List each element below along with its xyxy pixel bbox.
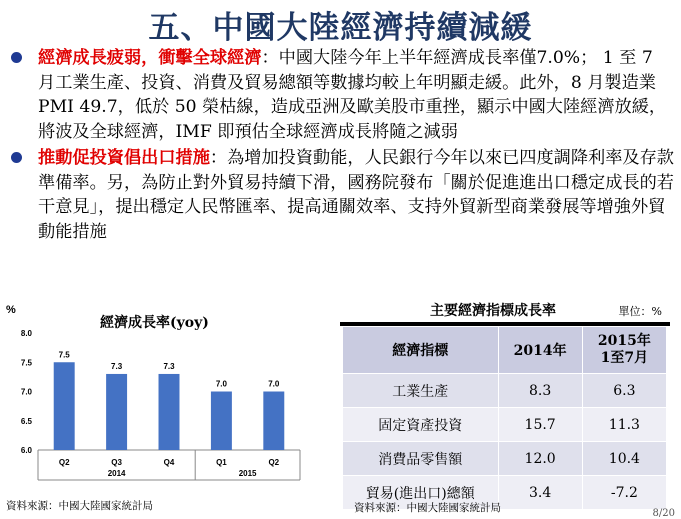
row-value-2015: 10.4 bbox=[582, 442, 666, 476]
bar-value-label: 7.3 bbox=[111, 361, 123, 371]
bar bbox=[106, 374, 127, 450]
header-2015: 2015年 1至7月 bbox=[582, 327, 666, 374]
bullet-text: ：為增加投資動能，人民銀行今年以來已四度調降利率及存款準備率。另，為防止對外貿易持續下滑，國務院發布「關於促進進出口穩定成長的若干意見」，提出穩定人民幣匯率、提高通關效率、支持外貿新型商業發展等增強外貿動能措施 bbox=[38, 148, 674, 242]
bar bbox=[263, 392, 284, 451]
bar bbox=[159, 374, 180, 450]
row-value-2015: 11.3 bbox=[582, 408, 666, 442]
table-header-row bbox=[343, 327, 667, 374]
slide-title: 五、中國大陸經濟持續減緩 bbox=[148, 10, 533, 46]
bar-value-label: 7.3 bbox=[163, 361, 175, 371]
bar-value-label: 7.0 bbox=[215, 379, 227, 389]
bullet-dot-icon bbox=[11, 152, 22, 163]
bullet-dot-icon bbox=[11, 52, 22, 63]
table-row bbox=[343, 442, 667, 476]
table-row bbox=[343, 374, 667, 408]
x-tick-label: Q2 bbox=[58, 458, 70, 467]
header-indicator: 經濟指標 bbox=[343, 327, 499, 374]
chart-source: 資料來源：中國大陸國家統計局 bbox=[6, 500, 153, 512]
y-tick-label: 7.0 bbox=[20, 387, 32, 397]
bullet-economic-growth bbox=[6, 46, 674, 144]
row-label: 貿易(進出口)總額 bbox=[343, 476, 499, 510]
x-group-label: 2014 bbox=[107, 469, 126, 478]
indicator-table-panel bbox=[340, 300, 670, 510]
bar bbox=[211, 392, 232, 451]
table-unit: 單位：% bbox=[618, 305, 662, 318]
page-number: 8/20 bbox=[652, 508, 675, 519]
row-label: 固定資產投資 bbox=[343, 408, 499, 442]
x-tick-label: Q1 bbox=[216, 458, 227, 467]
table-source: 資料來源：中國大陸國家統計局 bbox=[354, 502, 501, 514]
bullet-list bbox=[6, 46, 674, 246]
x-tick-label: Q3 bbox=[111, 458, 122, 467]
row-value-2014: 3.4 bbox=[498, 476, 582, 510]
bullet-investment-measures bbox=[6, 146, 674, 244]
row-value-2014: 12.0 bbox=[498, 442, 582, 476]
bullet-highlight: 推動促投資倡出口措施 bbox=[38, 148, 210, 168]
y-tick-label: 6.5 bbox=[20, 416, 32, 426]
chart-title: 經濟成長率(yoy) bbox=[100, 315, 209, 331]
growth-chart bbox=[0, 304, 305, 493]
row-label: 工業生產 bbox=[343, 374, 499, 408]
y-tick-label: 8.0 bbox=[20, 329, 32, 338]
row-value-2014: 15.7 bbox=[498, 408, 582, 442]
bullet-highlight: 經濟成長疲弱，衝擊全球經濟 bbox=[38, 48, 262, 68]
bar-value-label: 7.0 bbox=[268, 379, 280, 389]
row-value-2014: 8.3 bbox=[498, 374, 582, 408]
y-tick-label: 6.0 bbox=[20, 446, 32, 455]
table-row bbox=[343, 408, 667, 442]
y-tick-label: 7.5 bbox=[20, 358, 32, 368]
row-value-2015: -7.2 bbox=[582, 476, 666, 510]
x-tick-label: Q4 bbox=[163, 458, 175, 467]
x-group-label: 2015 bbox=[238, 469, 257, 478]
bullet-text: ：中國大陸今年上半年經濟成長率僅7.0%； 1 至 7 月工業生產、投資、消費及貿易總額等數據均較上年明顯走緩。此外，8 月製造業 PMI 49.7，低於 50 榮枯線，造成亞洲及歐美股市重挫，顯示中國大陸經濟放緩，將波及全球經濟，IMF 即預估全球經濟成長將隨之減弱 bbox=[38, 48, 667, 142]
bar-value-label: 7.5 bbox=[58, 350, 70, 360]
bar bbox=[54, 362, 75, 450]
x-tick-label: Q2 bbox=[268, 458, 280, 467]
header-2014: 2014年 bbox=[498, 327, 582, 374]
row-label: 消費品零售額 bbox=[343, 442, 499, 476]
row-value-2015: 6.3 bbox=[582, 374, 666, 408]
indicator-table bbox=[342, 326, 667, 510]
table-title bbox=[340, 300, 670, 322]
table-title-text: 主要經濟指標成長率 bbox=[430, 303, 556, 319]
chart-unit: % bbox=[6, 304, 16, 316]
chart-svg bbox=[0, 308, 305, 493]
